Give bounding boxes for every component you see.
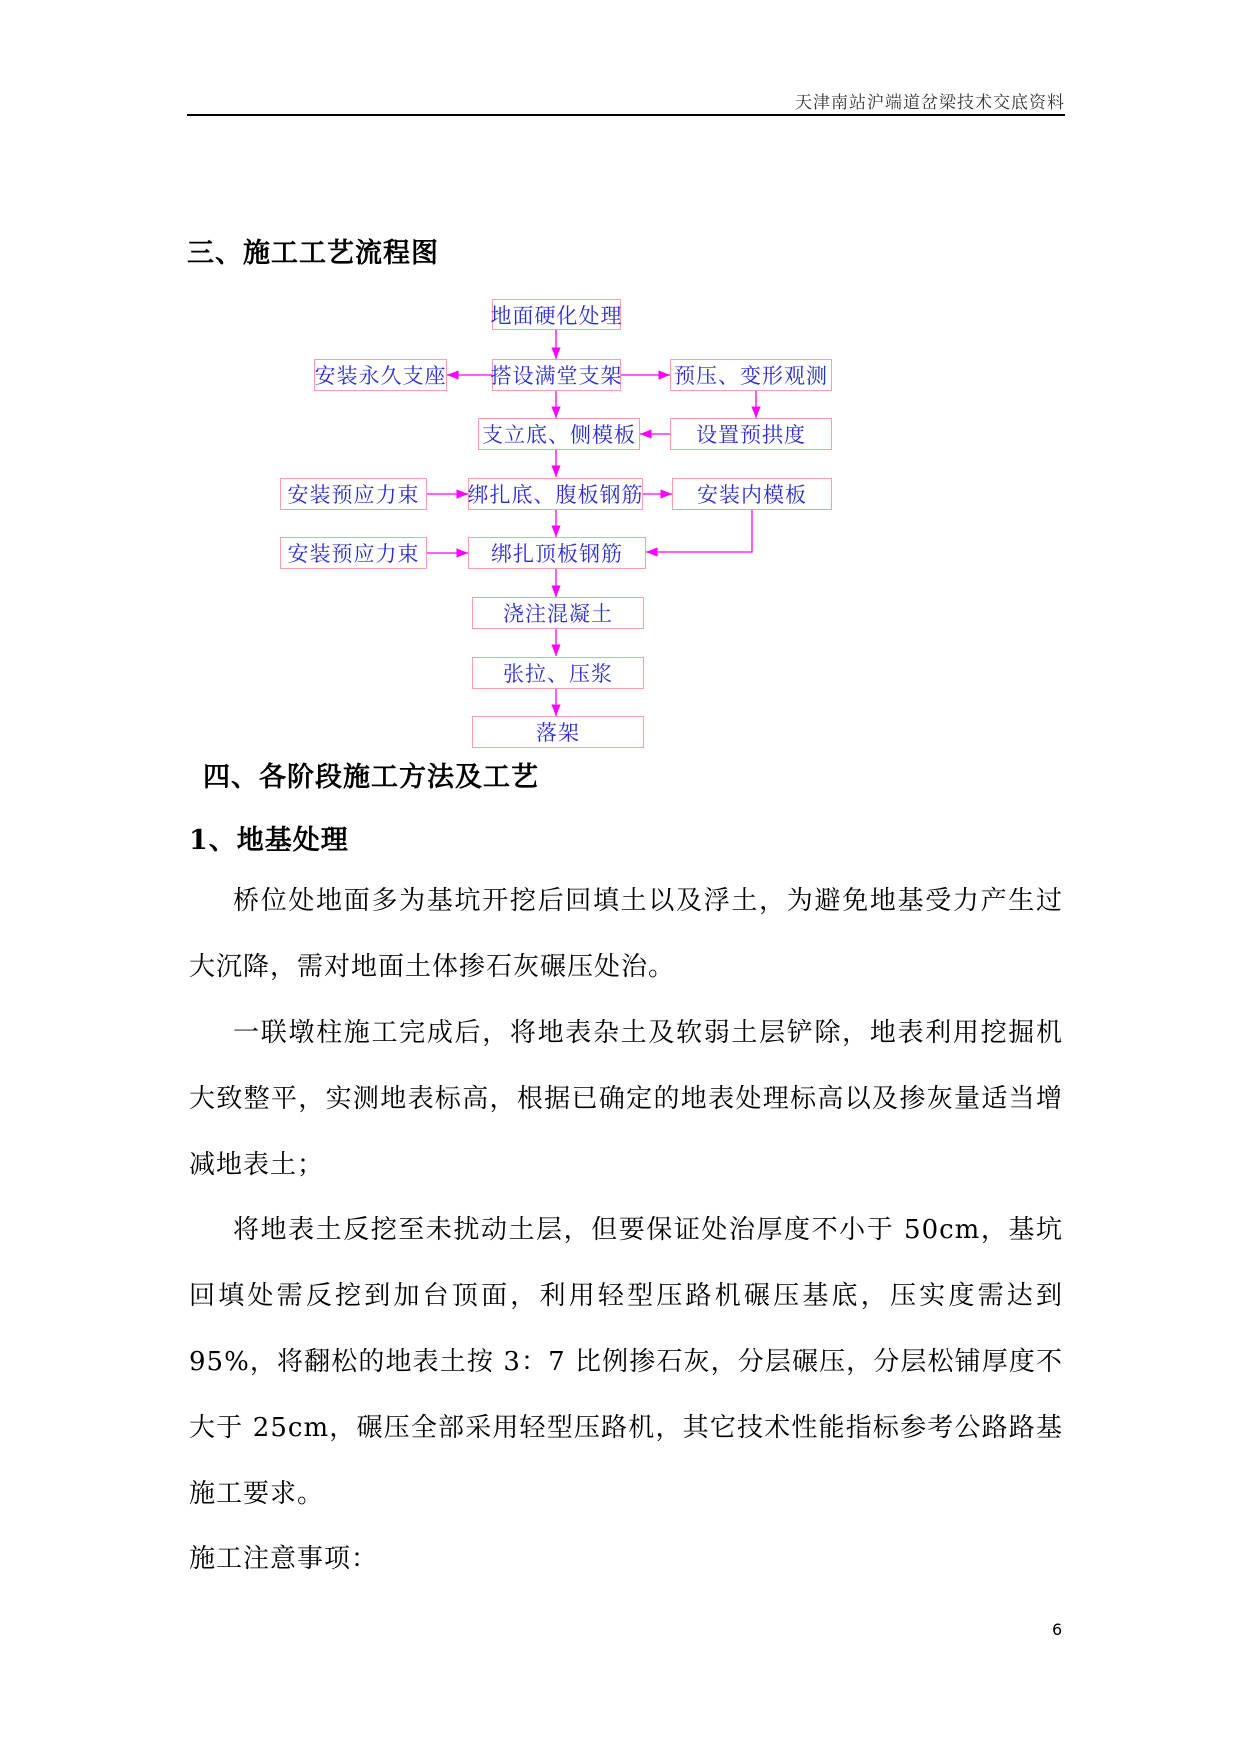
flow-box-camber: 设置预拱度 [670, 418, 832, 450]
flow-box-rebar-top: 绑扎顶板钢筋 [468, 537, 646, 569]
header-rule [187, 114, 1065, 116]
paragraph-3: 将地表土反挖至未扰动土层，但要保证处治厚度不小于 50cm，基坑回填处需反挖到加台顶面，利用轻型压路机碾压基底，压实度需达到 95%，将翻松的地表土按 3：7 比例掺石灰，分层碾压，分层松铺厚度不大于 25cm，碾压全部采用轻型压路机，其它技术性能指标参考公路路基施工要求。 [189, 1215, 1063, 1509]
page-number: 6 [1052, 1620, 1063, 1639]
flow-box-rebar-bottom-web: 绑扎底、腹板钢筋 [468, 478, 643, 510]
flow-box-preload: 预压、变形观测 [670, 359, 832, 391]
flow-box-remove-frame: 落架 [472, 716, 644, 748]
subsection-1-heading: 1、地基处理 [189, 825, 349, 856]
flow-box-tension-grout: 张拉、压浆 [472, 657, 644, 689]
flow-box-bottom-side-form: 支立底、侧模板 [478, 418, 640, 450]
flow-box-install-bearing: 安装永久支座 [314, 359, 447, 391]
arrow-inner-form-to-top [646, 510, 752, 552]
paragraph-1: 桥位处地面多为基坑开挖后回填土以及浮土，为避免地基受力产生过大沉降，需对地面土体掺石灰碾压处治。 [189, 886, 1063, 982]
section-4-heading: 四、各阶段施工方法及工艺 [203, 762, 539, 793]
paragraph-2: 一联墩柱施工完成后，将地表杂土及软弱土层铲除，地表利用挖掘机大致整平，实测地表标高，根据已确定的地表处理标高以及掺灰量适当增减地表土； [189, 1018, 1063, 1180]
flow-box-prestress-1: 安装预应力束 [280, 478, 427, 510]
flow-box-prestress-2: 安装预应力束 [280, 537, 427, 569]
section-3-heading: 三、施工工艺流程图 [187, 238, 439, 269]
flow-box-scaffold: 搭设满堂支架 [492, 359, 621, 391]
flow-box-ground-harden: 地面硬化处理 [492, 299, 621, 330]
flow-box-pour: 浇注混凝土 [472, 597, 644, 629]
flow-box-inner-form: 安装内模板 [672, 478, 832, 510]
paragraph-4: 施工注意事项： [189, 1544, 379, 1574]
page-header-title: 天津南站沪端道岔梁技术交底资料 [795, 93, 1065, 113]
